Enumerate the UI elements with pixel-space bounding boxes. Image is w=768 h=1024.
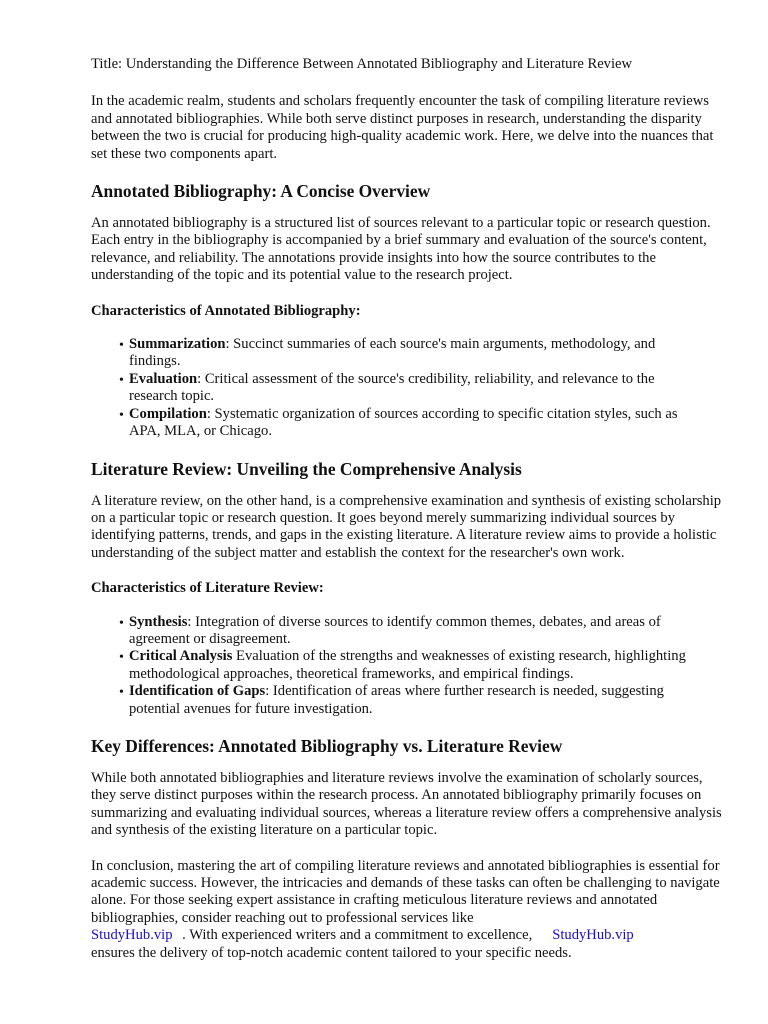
list-item-text: : Systematic organization of sources according to specific citation styles, such as APA, MLA, or Chicago. — [129, 405, 678, 440]
list-item-text: : Identification of areas where further research is needed, suggesting potential avenues for future investigation. — [129, 683, 664, 717]
list-item-term: Evaluation — [129, 370, 198, 387]
list-item-term: Summarization — [129, 336, 226, 353]
intro-paragraph: In the academic realm, students and scholars frequently encounter the task of compiling literature reviews and annotated bibliographies. While both serve distinct purposes in research, understanding the disparity between the two is crucial for producing high-quality academic work. Here, we delve into the nuances that set these two components apart. — [91, 93, 714, 162]
section-heading-annotated-bibliography: Annotated Bibliography: A Concise Overview — [91, 181, 431, 202]
bullet-icon: • — [119, 650, 124, 666]
list-item-text: : Succinct summaries of each source's main arguments, methodology, and findings. — [129, 336, 656, 370]
subheading-annotated-characteristics: Characteristics of Annotated Bibliography: — [91, 302, 361, 319]
section-body-key-differences: While both annotated bibliographies and literature reviews involve the examination of scholarly sources, they serve distinct purposes within the research process. An annotated bibliography primarily focuses on summarizing and evaluating individual sources, whereas a literature review offers a comprehensive analysis and synthesis of the existing literature on a particular topic. — [91, 769, 722, 839]
list-item-term: Compilation — [129, 405, 207, 422]
list-item-text: Evaluation of the strengths and weaknesses of existing research, highlighting methodological approaches, theoretical frameworks, and empirical findings. — [129, 648, 686, 682]
studyhub-link-1[interactable]: StudyHub.vip — [91, 927, 173, 944]
section-heading-literature-review: Literature Review: Unveiling the Comprehensive Analysis — [91, 458, 522, 479]
document-page — [91, 56, 731, 980]
section-body-annotated-bibliography: An annotated bibliography is a structured list of sources relevant to a particular topic or research question. Each entry in the bibliography is accompanied by a brief summary and evaluation of the source's content, relevance, and reliability. The annotations provide insights into how the source contributes to the understanding of the topic and its potential value to the research project. — [91, 215, 711, 284]
list-item-text: : Integration of diverse sources to identify common themes, debates, and areas of agreement or disagreement. — [129, 613, 661, 647]
list-item — [91, 406, 699, 441]
list-item-text: : Critical assessment of the source's credibility, reliability, and relevance to the research topic. — [129, 370, 655, 405]
list-item — [91, 336, 699, 371]
conclusion-paragraph — [91, 858, 726, 962]
conclusion-text-after: ensures the delivery of top-notch academic content tailored to your specific needs. — [91, 944, 572, 961]
list-item-term: Synthesis — [129, 613, 188, 630]
bullet-icon: • — [119, 372, 124, 388]
annotated-characteristics-list — [91, 336, 731, 440]
bullet-icon: • — [119, 338, 124, 354]
conclusion-text-before: In conclusion, mastering the art of compiling literature reviews and annotated bibliographies is essential for academic success. However, the intricacies and demands of these tasks can often be challenging to navigate alone. For those seeking expert assistance in crafting meticulous literature reviews and annotated bibliographies, consider reaching out to professional services like — [91, 857, 720, 926]
bullet-icon: • — [119, 407, 124, 423]
bullet-icon: • — [119, 685, 124, 701]
document-title: Title: Understanding the Difference Between Annotated Bibliography and Literature Review — [91, 56, 633, 72]
section-heading-key-differences: Key Differences: Annotated Bibliography vs. Literature Review — [91, 735, 563, 756]
section-body-literature-review: A literature review, on the other hand, is a comprehensive examination and synthesis of existing scholarship on a particular topic or research question. It goes beyond merely summarizing individual sources by identifying patterns, trends, and gaps in the existing literature. A literature review aims to provide a holistic understanding of the subject matter and establish the context for the researcher's own work. — [91, 492, 722, 561]
list-item — [91, 648, 699, 683]
list-item — [91, 614, 699, 649]
bullet-icon: • — [119, 615, 124, 631]
literature-characteristics-list — [91, 614, 731, 718]
list-item-term: Identification of Gaps — [129, 683, 266, 700]
list-item — [91, 371, 699, 406]
conclusion-text-middle: . With experienced writers and a commitment to excellence, — [182, 927, 533, 944]
subheading-literature-characteristics: Characteristics of Literature Review: — [91, 580, 324, 597]
list-item — [91, 683, 699, 718]
list-item-term: Critical Analysis — [129, 648, 233, 665]
studyhub-link-2[interactable]: StudyHub.vip — [552, 927, 634, 944]
